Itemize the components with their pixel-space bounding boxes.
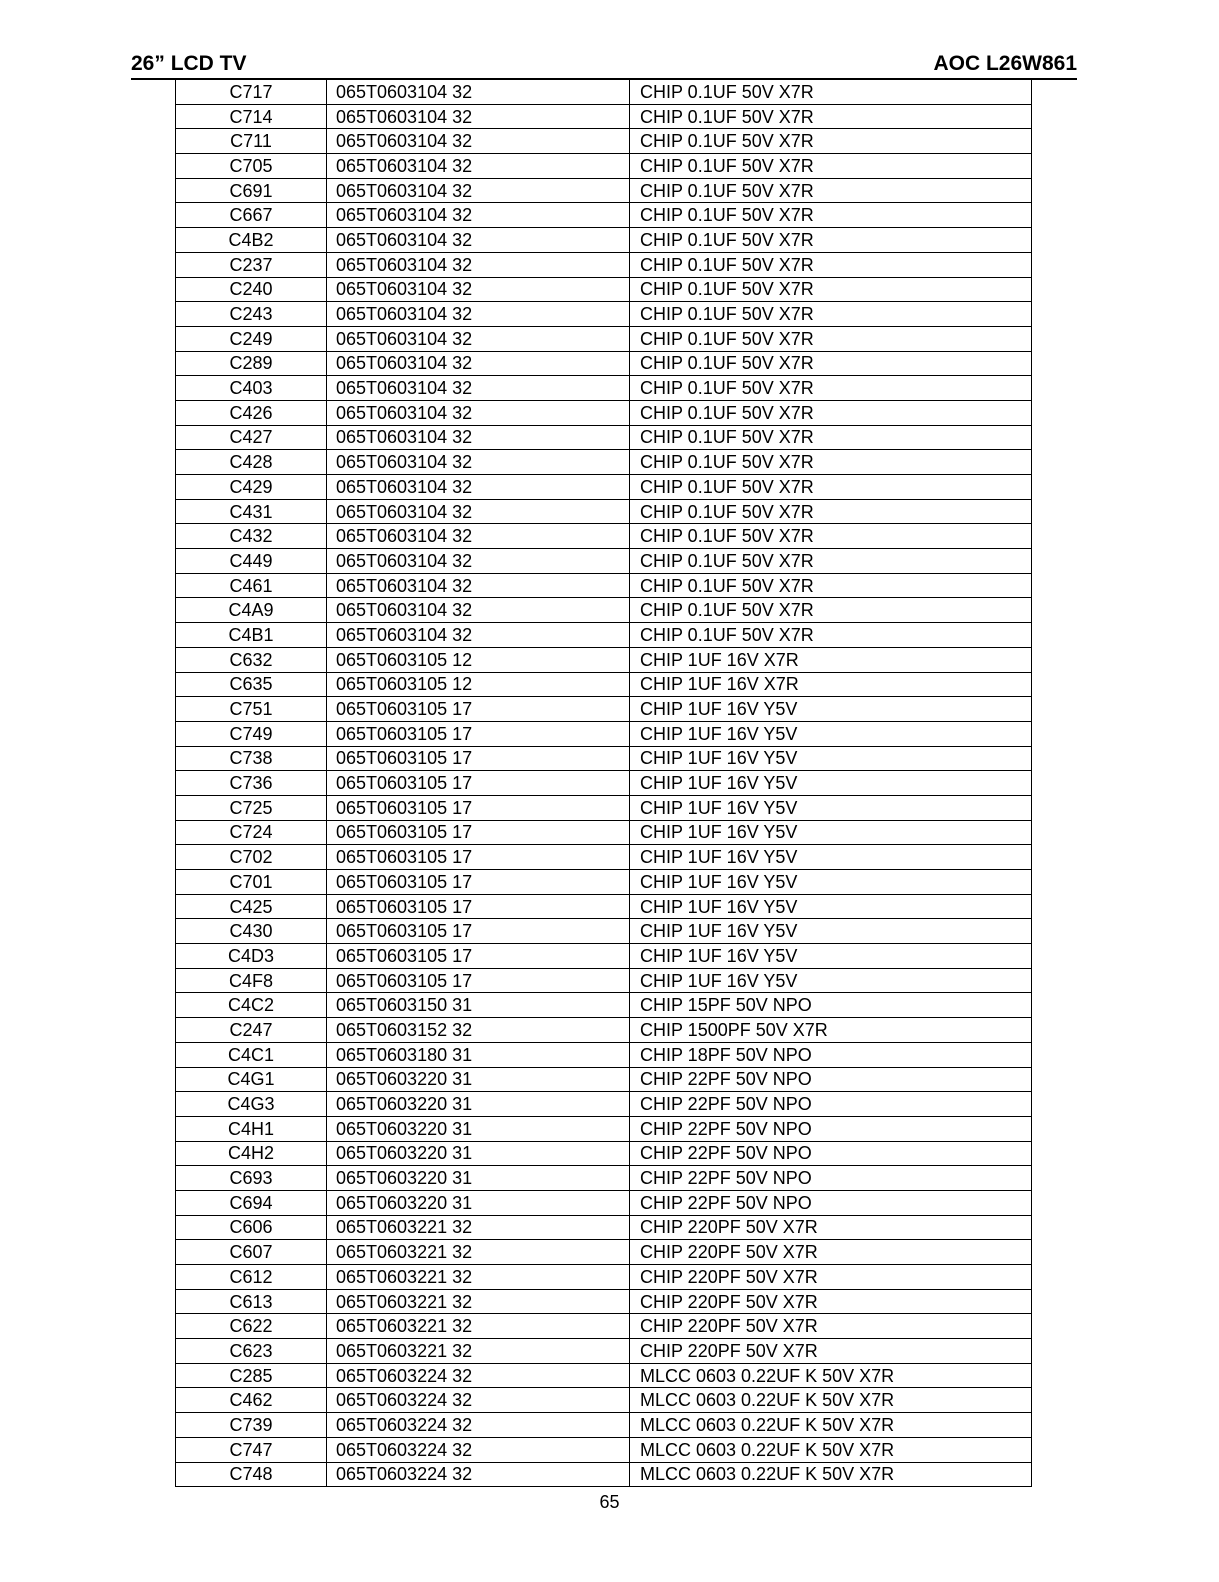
part-number-cell: 065T0603104 32 (327, 178, 630, 203)
part-number-cell: 065T0603105 17 (327, 746, 630, 771)
description-cell: CHIP 1UF 16V Y5V (630, 820, 1032, 845)
description-cell: MLCC 0603 0.22UF K 50V X7R (630, 1363, 1032, 1388)
ref-designator-cell: C247 (176, 1018, 327, 1043)
ref-designator-cell: C667 (176, 203, 327, 228)
description-cell: CHIP 0.1UF 50V X7R (630, 623, 1032, 648)
description-cell: CHIP 22PF 50V NPO (630, 1166, 1032, 1191)
ref-designator-cell: C4H1 (176, 1116, 327, 1141)
description-cell: CHIP 1UF 16V X7R (630, 672, 1032, 697)
table-row (176, 1092, 1032, 1117)
ref-designator-cell: C432 (176, 524, 327, 549)
part-number-cell: 065T0603105 17 (327, 894, 630, 919)
ref-designator-cell: C623 (176, 1339, 327, 1364)
description-cell: CHIP 22PF 50V NPO (630, 1141, 1032, 1166)
description-cell: CHIP 1UF 16V Y5V (630, 944, 1032, 969)
part-number-cell: 065T0603104 32 (327, 351, 630, 376)
ref-designator-cell: C431 (176, 499, 327, 524)
description-cell: CHIP 1UF 16V X7R (630, 647, 1032, 672)
page-number: 65 (599, 1492, 620, 1512)
ref-designator-cell: C607 (176, 1240, 327, 1265)
table-row (176, 1265, 1032, 1290)
table-row (176, 228, 1032, 253)
part-number-cell: 065T0603221 32 (327, 1215, 630, 1240)
description-cell: CHIP 220PF 50V X7R (630, 1265, 1032, 1290)
description-cell: CHIP 0.1UF 50V X7R (630, 499, 1032, 524)
description-cell: CHIP 0.1UF 50V X7R (630, 524, 1032, 549)
table-row (176, 326, 1032, 351)
ref-designator-cell: C426 (176, 400, 327, 425)
table-row (176, 524, 1032, 549)
part-number-cell: 065T0603220 31 (327, 1141, 630, 1166)
description-cell: CHIP 0.1UF 50V X7R (630, 277, 1032, 302)
ref-designator-cell: C747 (176, 1437, 327, 1462)
table-row (176, 1437, 1032, 1462)
description-cell: CHIP 0.1UF 50V X7R (630, 252, 1032, 277)
part-number-cell: 065T0603220 31 (327, 1116, 630, 1141)
table-row (176, 1141, 1032, 1166)
ref-designator-cell: C705 (176, 154, 327, 179)
part-number-cell: 065T0603105 17 (327, 697, 630, 722)
ref-designator-cell: C4G1 (176, 1067, 327, 1092)
part-number-cell: 065T0603152 32 (327, 1018, 630, 1043)
description-cell: CHIP 1UF 16V Y5V (630, 845, 1032, 870)
table-row (176, 573, 1032, 598)
description-cell: CHIP 220PF 50V X7R (630, 1314, 1032, 1339)
part-number-cell: 065T0603104 32 (327, 425, 630, 450)
ref-designator-cell: C635 (176, 672, 327, 697)
part-number-cell: 065T0603104 32 (327, 228, 630, 253)
part-number-cell: 065T0603104 32 (327, 129, 630, 154)
table-row (176, 129, 1032, 154)
ref-designator-cell: C739 (176, 1413, 327, 1438)
ref-designator-cell: C429 (176, 475, 327, 500)
ref-designator-cell: C285 (176, 1363, 327, 1388)
ref-designator-cell: C249 (176, 326, 327, 351)
table-row (176, 302, 1032, 327)
ref-designator-cell: C403 (176, 376, 327, 401)
table-row (176, 351, 1032, 376)
table-row (176, 870, 1032, 895)
ref-designator-cell: C237 (176, 252, 327, 277)
description-cell: CHIP 22PF 50V NPO (630, 1190, 1032, 1215)
table-row (176, 376, 1032, 401)
table-row (176, 1314, 1032, 1339)
part-number-cell: 065T0603105 17 (327, 771, 630, 796)
part-number-cell: 065T0603224 32 (327, 1388, 630, 1413)
part-number-cell: 065T0603224 32 (327, 1462, 630, 1487)
ref-designator-cell: C613 (176, 1289, 327, 1314)
description-cell: CHIP 0.1UF 50V X7R (630, 400, 1032, 425)
description-cell: MLCC 0603 0.22UF K 50V X7R (630, 1413, 1032, 1438)
part-number-cell: 065T0603104 32 (327, 203, 630, 228)
table-row (176, 1116, 1032, 1141)
description-cell: CHIP 0.1UF 50V X7R (630, 228, 1032, 253)
ref-designator-cell: C4C1 (176, 1042, 327, 1067)
part-number-cell: 065T0603104 32 (327, 104, 630, 129)
description-cell: CHIP 1UF 16V Y5V (630, 746, 1032, 771)
table-row (176, 1289, 1032, 1314)
part-number-cell: 065T0603105 17 (327, 795, 630, 820)
description-cell: CHIP 0.1UF 50V X7R (630, 425, 1032, 450)
table-row (176, 1190, 1032, 1215)
table-row (176, 499, 1032, 524)
description-cell: CHIP 1UF 16V Y5V (630, 894, 1032, 919)
table-row (176, 252, 1032, 277)
table-row (176, 1240, 1032, 1265)
ref-designator-cell: C725 (176, 795, 327, 820)
description-cell: CHIP 220PF 50V X7R (630, 1289, 1032, 1314)
description-cell: CHIP 1UF 16V Y5V (630, 697, 1032, 722)
ref-designator-cell: C4F8 (176, 968, 327, 993)
table-row (176, 1166, 1032, 1191)
table-row (176, 771, 1032, 796)
part-number-cell: 065T0603105 17 (327, 820, 630, 845)
parts-table (175, 79, 1032, 1487)
table-row (176, 672, 1032, 697)
table-row (176, 647, 1032, 672)
part-number-cell: 065T0603221 32 (327, 1240, 630, 1265)
table-row (176, 993, 1032, 1018)
ref-designator-cell: C724 (176, 820, 327, 845)
table-row (176, 1018, 1032, 1043)
description-cell: CHIP 0.1UF 50V X7R (630, 302, 1032, 327)
table-row (176, 1067, 1032, 1092)
ref-designator-cell: C702 (176, 845, 327, 870)
table-row (176, 400, 1032, 425)
part-number-cell: 065T0603104 32 (327, 450, 630, 475)
part-number-cell: 065T0603220 31 (327, 1067, 630, 1092)
description-cell: CHIP 220PF 50V X7R (630, 1215, 1032, 1240)
description-cell: CHIP 0.1UF 50V X7R (630, 573, 1032, 598)
ref-designator-cell: C632 (176, 647, 327, 672)
part-number-cell: 065T0603105 17 (327, 968, 630, 993)
part-number-cell: 065T0603104 32 (327, 475, 630, 500)
ref-designator-cell: C4B2 (176, 228, 327, 253)
part-number-cell: 065T0603105 17 (327, 919, 630, 944)
page-header (131, 52, 1077, 80)
description-cell: CHIP 0.1UF 50V X7R (630, 178, 1032, 203)
ref-designator-cell: C714 (176, 104, 327, 129)
table-row (176, 450, 1032, 475)
part-number-cell: 065T0603104 32 (327, 302, 630, 327)
description-cell: CHIP 0.1UF 50V X7R (630, 326, 1032, 351)
ref-designator-cell: C701 (176, 870, 327, 895)
part-number-cell: 065T0603104 32 (327, 376, 630, 401)
part-number-cell: 065T0603150 31 (327, 993, 630, 1018)
description-cell: CHIP 18PF 50V NPO (630, 1042, 1032, 1067)
ref-designator-cell: C461 (176, 573, 327, 598)
part-number-cell: 065T0603220 31 (327, 1166, 630, 1191)
table-row (176, 623, 1032, 648)
ref-designator-cell: C4H2 (176, 1141, 327, 1166)
description-cell: CHIP 220PF 50V X7R (630, 1240, 1032, 1265)
table-row (176, 154, 1032, 179)
ref-designator-cell: C4C2 (176, 993, 327, 1018)
description-cell: CHIP 220PF 50V X7R (630, 1339, 1032, 1364)
table-row (176, 919, 1032, 944)
table-row (176, 203, 1032, 228)
description-cell: CHIP 0.1UF 50V X7R (630, 598, 1032, 623)
part-number-cell: 065T0603104 32 (327, 277, 630, 302)
model-number: AOC L26W861 (933, 52, 1077, 75)
description-cell: CHIP 1UF 16V Y5V (630, 795, 1032, 820)
part-number-cell: 065T0603104 32 (327, 154, 630, 179)
description-cell: CHIP 1500PF 50V X7R (630, 1018, 1032, 1043)
ref-designator-cell: C748 (176, 1462, 327, 1487)
description-cell: CHIP 1UF 16V Y5V (630, 870, 1032, 895)
table-row (176, 104, 1032, 129)
table-row (176, 795, 1032, 820)
table-row (176, 1388, 1032, 1413)
table-row (176, 1339, 1032, 1364)
ref-designator-cell: C622 (176, 1314, 327, 1339)
part-number-cell: 065T0603105 17 (327, 870, 630, 895)
ref-designator-cell: C462 (176, 1388, 327, 1413)
part-number-cell: 065T0603104 32 (327, 623, 630, 648)
table-row (176, 549, 1032, 574)
part-number-cell: 065T0603224 32 (327, 1413, 630, 1438)
description-cell: CHIP 15PF 50V NPO (630, 993, 1032, 1018)
table-row (176, 425, 1032, 450)
ref-designator-cell: C240 (176, 277, 327, 302)
table-row (176, 944, 1032, 969)
table-row (176, 178, 1032, 203)
part-number-cell: 065T0603104 32 (327, 573, 630, 598)
ref-designator-cell: C612 (176, 1265, 327, 1290)
parts-table-body (176, 80, 1032, 1487)
table-row (176, 845, 1032, 870)
table-row (176, 475, 1032, 500)
description-cell: CHIP 0.1UF 50V X7R (630, 203, 1032, 228)
part-number-cell: 065T0603221 32 (327, 1289, 630, 1314)
part-number-cell: 065T0603105 12 (327, 672, 630, 697)
part-number-cell: 065T0603105 17 (327, 721, 630, 746)
ref-designator-cell: C711 (176, 129, 327, 154)
ref-designator-cell: C4B1 (176, 623, 327, 648)
part-number-cell: 065T0603105 17 (327, 845, 630, 870)
part-number-cell: 065T0603224 32 (327, 1363, 630, 1388)
ref-designator-cell: C425 (176, 894, 327, 919)
description-cell: CHIP 0.1UF 50V X7R (630, 450, 1032, 475)
description-cell: CHIP 1UF 16V Y5V (630, 771, 1032, 796)
description-cell: CHIP 1UF 16V Y5V (630, 721, 1032, 746)
table-row (176, 1462, 1032, 1487)
part-number-cell: 065T0603221 32 (327, 1339, 630, 1364)
ref-designator-cell: C606 (176, 1215, 327, 1240)
ref-designator-cell: C449 (176, 549, 327, 574)
description-cell: CHIP 1UF 16V Y5V (630, 919, 1032, 944)
part-number-cell: 065T0603104 32 (327, 80, 630, 105)
table-row (176, 1363, 1032, 1388)
part-number-cell: 065T0603224 32 (327, 1437, 630, 1462)
ref-designator-cell: C4D3 (176, 944, 327, 969)
description-cell: CHIP 0.1UF 50V X7R (630, 549, 1032, 574)
ref-designator-cell: C427 (176, 425, 327, 450)
description-cell: CHIP 0.1UF 50V X7R (630, 104, 1032, 129)
ref-designator-cell: C694 (176, 1190, 327, 1215)
ref-designator-cell: C4A9 (176, 598, 327, 623)
ref-designator-cell: C289 (176, 351, 327, 376)
description-cell: CHIP 0.1UF 50V X7R (630, 80, 1032, 105)
table-row (176, 820, 1032, 845)
description-cell: MLCC 0603 0.22UF K 50V X7R (630, 1437, 1032, 1462)
part-number-cell: 065T0603105 12 (327, 647, 630, 672)
ref-designator-cell: C430 (176, 919, 327, 944)
part-number-cell: 065T0603220 31 (327, 1190, 630, 1215)
part-number-cell: 065T0603221 32 (327, 1314, 630, 1339)
ref-designator-cell: C691 (176, 178, 327, 203)
table-row (176, 894, 1032, 919)
description-cell: CHIP 0.1UF 50V X7R (630, 376, 1032, 401)
description-cell: CHIP 0.1UF 50V X7R (630, 475, 1032, 500)
description-cell: CHIP 22PF 50V NPO (630, 1067, 1032, 1092)
description-cell: MLCC 0603 0.22UF K 50V X7R (630, 1388, 1032, 1413)
description-cell: CHIP 0.1UF 50V X7R (630, 154, 1032, 179)
ref-designator-cell: C428 (176, 450, 327, 475)
table-row (176, 598, 1032, 623)
part-number-cell: 065T0603220 31 (327, 1092, 630, 1117)
document-title: 26” LCD TV (131, 52, 247, 75)
table-row (176, 277, 1032, 302)
description-cell: CHIP 0.1UF 50V X7R (630, 129, 1032, 154)
ref-designator-cell: C736 (176, 771, 327, 796)
part-number-cell: 065T0603104 32 (327, 499, 630, 524)
table-row (176, 746, 1032, 771)
part-number-cell: 065T0603180 31 (327, 1042, 630, 1067)
table-row (176, 1042, 1032, 1067)
table-row (176, 1413, 1032, 1438)
table-row (176, 968, 1032, 993)
table-row (176, 80, 1032, 105)
table-row (176, 721, 1032, 746)
ref-designator-cell: C693 (176, 1166, 327, 1191)
part-number-cell: 065T0603104 32 (327, 326, 630, 351)
description-cell: CHIP 22PF 50V NPO (630, 1092, 1032, 1117)
ref-designator-cell: C717 (176, 80, 327, 105)
ref-designator-cell: C243 (176, 302, 327, 327)
description-cell: MLCC 0603 0.22UF K 50V X7R (630, 1462, 1032, 1487)
description-cell: CHIP 22PF 50V NPO (630, 1116, 1032, 1141)
table-row (176, 697, 1032, 722)
part-number-cell: 065T0603105 17 (327, 944, 630, 969)
part-number-cell: 065T0603104 32 (327, 549, 630, 574)
part-number-cell: 065T0603104 32 (327, 598, 630, 623)
description-cell: CHIP 0.1UF 50V X7R (630, 351, 1032, 376)
part-number-cell: 065T0603221 32 (327, 1265, 630, 1290)
table-row (176, 1215, 1032, 1240)
ref-designator-cell: C738 (176, 746, 327, 771)
ref-designator-cell: C749 (176, 721, 327, 746)
part-number-cell: 065T0603104 32 (327, 400, 630, 425)
ref-designator-cell: C4G3 (176, 1092, 327, 1117)
description-cell: CHIP 1UF 16V Y5V (630, 968, 1032, 993)
ref-designator-cell: C751 (176, 697, 327, 722)
part-number-cell: 065T0603104 32 (327, 524, 630, 549)
part-number-cell: 065T0603104 32 (327, 252, 630, 277)
